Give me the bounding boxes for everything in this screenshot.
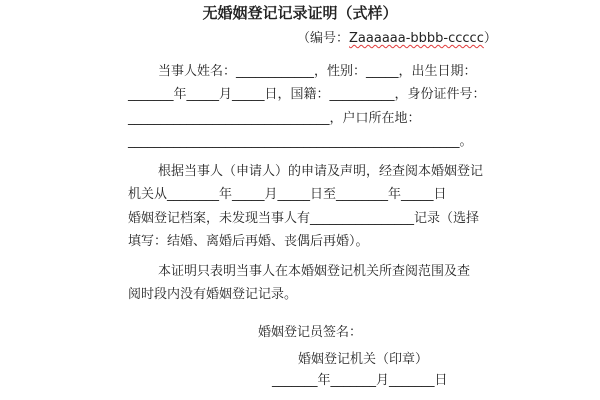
applicant-name-line: 当事人姓名：____________，性别：_____，出生日期：	[158, 64, 477, 79]
issue-date-line: _______年_______月_______日	[272, 373, 448, 388]
serial-suffix: ）	[483, 31, 497, 46]
registrar-signature-label: 婚姻登记员签名：	[258, 325, 363, 340]
body-paragraph-line-2: 机关从________年_____月_____日至________年_____日	[128, 187, 447, 202]
residence-blank-line: ___________________________________________________。	[128, 134, 473, 149]
serial-prefix: （编号：	[297, 31, 350, 46]
scope-paragraph-line-2: 阅时段内没有婚姻登记记录。	[128, 287, 298, 302]
body-paragraph-line-4: 填写：结婚、离婚后再婚、丧偶后再婚）。	[128, 234, 369, 249]
serial-number-line	[297, 31, 497, 47]
body-paragraph-line-1: 根据当事人（申请人）的申请及声明，经查阅本婚姻登记	[158, 164, 484, 179]
registry-seal-label: 婚姻登记机关（印章）	[298, 352, 429, 367]
scope-paragraph-line-1: 本证明只表明当事人在本婚姻登记机关所查阅范围及查	[158, 264, 471, 279]
document-title: 无婚姻登记记录证明（式样）	[202, 4, 398, 22]
id-residence-line: _______________________________，户口所在地：	[128, 111, 421, 126]
birth-date-nationality-line: _______年_____月_____日，国籍：__________，身份证件号：	[128, 87, 486, 102]
body-paragraph-line-3: 婚姻登记档案，未发现当事人有________________记录（选择	[128, 211, 480, 226]
serial-number: Zaaaaaa-bbbb-ccccc	[349, 31, 484, 46]
